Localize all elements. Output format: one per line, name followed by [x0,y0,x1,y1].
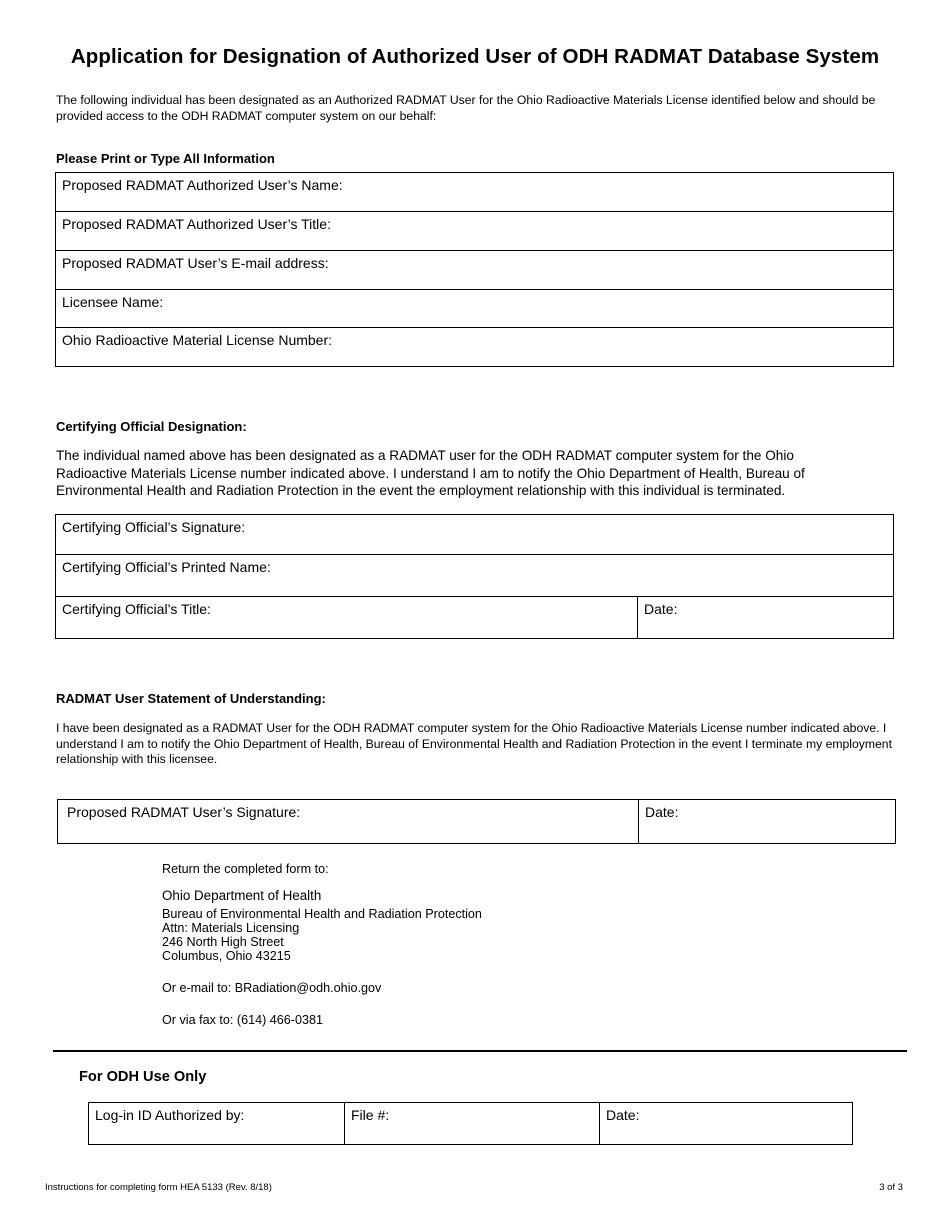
certifying-official-table [55,514,894,639]
field-official-signature[interactable]: Certifying Official’s Signature: [56,515,894,555]
field-official-title[interactable]: Certifying Official’s Title: [56,597,638,639]
field-user-title[interactable]: Proposed RADMAT Authorized User’s Title: [56,212,894,251]
section3-heading: RADMAT User Statement of Understanding: [56,691,326,706]
footer-page-number: 3 of 3 [879,1182,903,1193]
odh-use-table [88,1102,853,1145]
field-licensee-name[interactable]: Licensee Name: [56,290,894,328]
return-line-bureau: Bureau of Environmental Health and Radiation Protection [162,907,482,921]
field-license-number[interactable]: Ohio Radioactive Material License Number: [56,328,894,367]
return-line-attn: Attn: Materials Licensing [162,921,300,935]
odh-use-heading: For ODH Use Only [79,1069,207,1085]
field-file-number[interactable]: File #: [345,1103,600,1145]
field-user-date[interactable]: Date: [639,800,896,844]
field-odh-date[interactable]: Date: [600,1103,853,1145]
field-login-authorized-by[interactable]: Log-in ID Authorized by: [89,1103,345,1145]
field-official-printed-name[interactable]: Certifying Official’s Printed Name: [56,555,894,597]
section3-paragraph: I have been designated as a RADMAT User for the ODH RADMAT computer system for the Ohio Radioactive Materials License number indicated above. I understand I am to notify the Ohio Department of Health, Bureau of Environmental Health and Radiation Protection in the event I terminate my employment relationship with this licensee. [56,721,892,766]
page-title: Application for Designation of Authorized User of ODH RADMAT Database System [70,45,880,68]
field-user-signature[interactable]: Proposed RADMAT User’s Signature: [58,800,639,844]
return-org: Ohio Department of Health [162,888,322,903]
section2-paragraph: The individual named above has been designated as a RADMAT user for the ODH RADMAT computer system for the Ohio Radioactive Materials License number indicated above. I understand I am to notify the Ohio Department of Health, Bureau of Environmental Health and Radiation Protection in the event the employment relationship with this individual is terminated. [56,448,805,498]
applicant-info-table [55,172,894,367]
return-fax: Or via fax to: (614) 466-0381 [162,1013,324,1027]
user-signature-table [57,799,896,844]
section2-heading: Certifying Official Designation: [56,419,247,434]
field-user-name[interactable]: Proposed RADMAT Authorized User’s Name: [56,173,894,212]
return-line-street: 246 North High Street [162,935,284,949]
field-user-email[interactable]: Proposed RADMAT User’s E-mail address: [56,251,894,290]
return-email: Or e-mail to: BRadiation@odh.ohio.gov [162,981,382,995]
intro-paragraph: The following individual has been designated as an Authorized RADMAT User for the Ohio Radioactive Materials License identified below and should be provided access to the ODH RADMAT computer system on our behalf: [56,93,876,123]
section-divider [53,1050,907,1052]
section1-heading: Please Print or Type All Information [56,151,275,166]
field-official-date[interactable]: Date: [638,597,894,639]
return-line-city: Columbus, Ohio 43215 [162,949,291,963]
return-intro: Return the completed form to: [162,862,329,876]
footer-form-id: Instructions for completing form HEA 5133 (Rev. 8/18) [45,1182,272,1193]
